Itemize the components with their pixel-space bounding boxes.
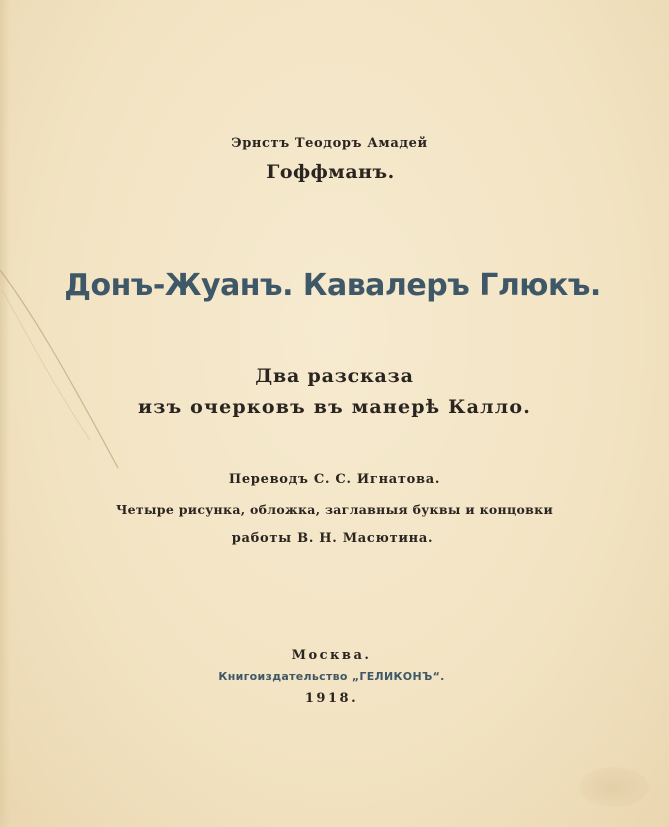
translator-credit: Переводъ С. С. Игнатова. (228, 472, 441, 487)
paper-stain (579, 767, 649, 807)
subtitle-line-1: Два разсказа (255, 365, 414, 387)
illustrations-credit: Четыре рисунка, обложка, заглавныя буквы и концовки (115, 502, 554, 517)
subtitle-line-2: изъ очерковъ въ манерѣ Калло. (137, 396, 532, 418)
imprint-year: 1918. (304, 691, 359, 706)
author-given-names: Эрнстъ Теодоръ Амадей (231, 136, 428, 151)
author-surname: Гоффманъ. (266, 161, 395, 183)
imprint-city: Москва. (291, 648, 372, 663)
imprint-publisher: Книгоиздательство „ГЕЛИКОНЪ“. (218, 670, 445, 683)
book-title: Донъ-Жуанъ. Кавалеръ Глюкъ. (64, 268, 601, 303)
artist-credit: работы В. Н. Масютина. (231, 531, 434, 546)
